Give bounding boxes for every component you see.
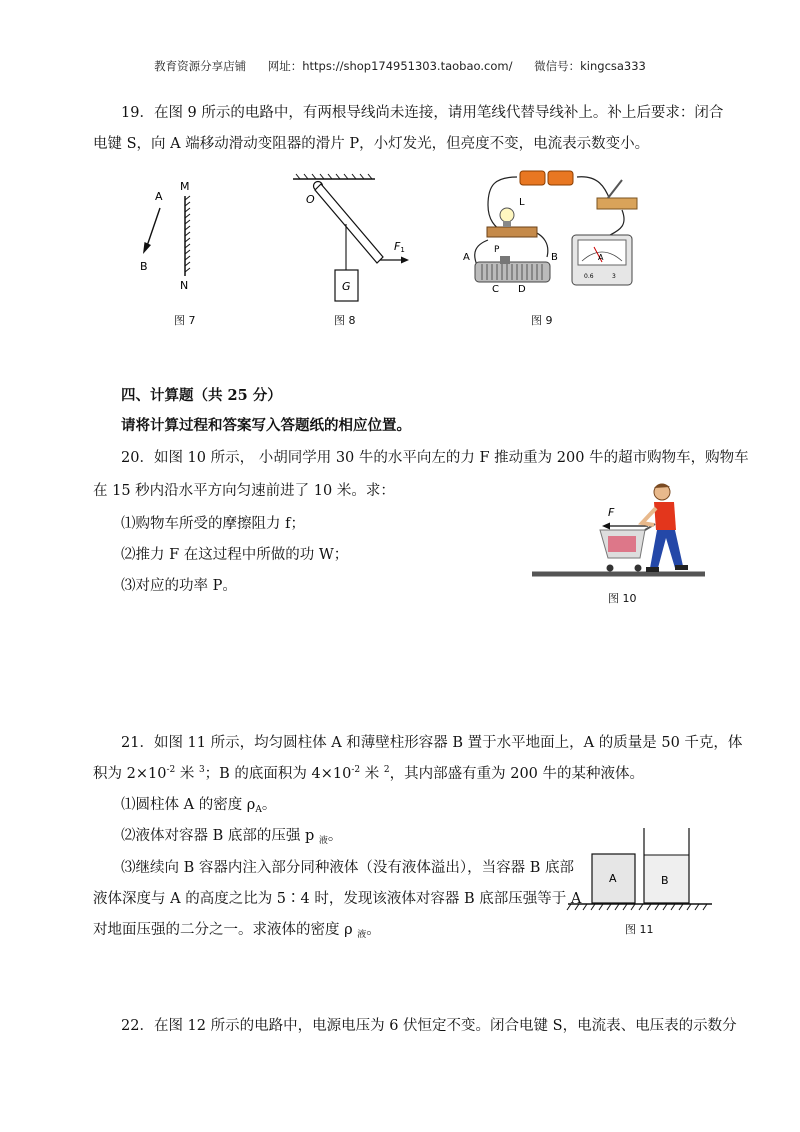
fig10-label-f: F (608, 506, 615, 519)
fig7-label-a: A (155, 190, 163, 203)
q20-item2: ⑵推力 F 在这过程中所做的功 W； (121, 547, 349, 563)
figure-7 (125, 178, 215, 293)
q21-line1: 21．如图 11 所示，均匀圆柱体 A 和薄壁柱形容器 B 置于水平地面上，A 的质量是 50 千克，体 (121, 735, 743, 751)
fig8-force-arrowhead (401, 257, 409, 264)
fig9-battery-2 (548, 171, 573, 185)
q22-line1: 22．在图 12 所示的电路中，电源电压为 6 伏恒定不变。闭合电键 S，电流表、电压表的示数分 (121, 1018, 737, 1034)
fig8-lever (315, 184, 383, 263)
q20-item3: ⑶对应的功率 P。 (121, 578, 237, 594)
fig9-label-a: A (463, 252, 470, 263)
header-shop: 教育资源分享店铺 (154, 59, 247, 73)
fig9-switch-base (597, 198, 637, 209)
fig9-label-b: B (551, 252, 558, 263)
q20-item1: ⑴购物车所受的摩擦阻力 f； (121, 516, 305, 532)
section4-title: 四、计算题（共 25 分） (121, 387, 282, 404)
fig11-label-b: B (661, 874, 669, 887)
fig9-wire-3 (475, 240, 488, 265)
fig11-label-a: A (609, 872, 617, 885)
fig9-label-d: D (518, 284, 526, 295)
q21-item1: ⑴圆柱体 A 的密度 $\rho_A$。 (121, 797, 277, 815)
fig9-wire-5 (610, 210, 624, 235)
fig9-lamp-base (487, 227, 537, 237)
fig9-battery-1 (520, 171, 545, 185)
q21-item3-line3: 对地面压强的二分之一。求液体的密度 ρ $_液$。 (93, 922, 381, 940)
fig7-arrowhead (143, 242, 151, 254)
header-url: 网址：https://shop174951303.taobao.com/ (267, 59, 513, 73)
fig7-caption: 图 7 (174, 314, 196, 327)
fig8-label-o: O (306, 193, 315, 206)
fig9-wire-1 (488, 177, 517, 232)
q21-item2: ⑵液体对容器 B 底部的压强 p $_液$。 (121, 828, 343, 846)
fig9-label-c: C (492, 284, 499, 295)
fig9-ammeter-scale-label-2: 3 (612, 273, 616, 280)
fig10-cart-goods (608, 536, 636, 552)
fig10-cart-wheel-2 (635, 565, 642, 572)
figure-9 (460, 165, 645, 300)
fig10-person-shoe-2 (675, 565, 688, 570)
q20-line2: 在 15 秒内沿水平方向匀速前进了 10 米。求： (93, 483, 395, 499)
fig7-label-n: N (180, 279, 189, 292)
figure-11 (565, 826, 715, 916)
figure-10 (530, 478, 710, 583)
fig7-label-m: M (180, 180, 190, 193)
fig8-caption: 图 8 (334, 314, 356, 327)
fig10-caption: 图 10 (608, 592, 637, 605)
page-header (0, 58, 800, 74)
q21-item3-line2: 液体深度与 A 的高度之比为 5∶4 时，发现该液体对容器 B 底部压强等于 A (93, 891, 582, 907)
q19-line1: 19．在图 9 所示的电路中，有两根导线尚未连接，请用笔线代替导线补上。补上后要求：闭合 (121, 105, 724, 121)
fig10-cart-wheel-1 (607, 565, 614, 572)
fig9-ammeter-label: A (598, 253, 604, 262)
fig9-label-p: P (494, 245, 500, 255)
q21-item3-line1: ⑶继续向 B 容器内注入部分同种液体（没有液体溢出），当容器 B 底部 (121, 860, 574, 876)
fig7-arrow (147, 208, 160, 246)
q21-line2: 积为 $2\times 10^{-2}$ 米 $^3$；B 的底面积为 $4\times 10^{-2}$ 米 $^2$，其内部盛有重为 200 牛的某种液体。 (93, 765, 645, 782)
fig10-person-legs (650, 530, 683, 568)
fig9-rheostat-slider (500, 256, 510, 264)
figure-8 (290, 172, 420, 307)
fig10-person-arm (642, 508, 656, 525)
q19-line2: 电键 S，向 A 端移动滑动变阻器的滑片 P，小灯发光，但亮度不变，电流表示数变小。 (93, 136, 650, 152)
header-wechat: 微信号：kingcsa333 (534, 59, 646, 73)
fig8-label-f: F1 (394, 240, 405, 254)
fig10-force-arrowhead (602, 523, 610, 530)
fig11-ground-hatch (567, 904, 707, 910)
fig9-switch-lever (608, 180, 622, 198)
fig9-caption: 图 9 (531, 314, 553, 327)
fig9-lamp-bulb (500, 208, 514, 222)
fig9-lamp-socket (503, 221, 511, 227)
fig10-person-shoe-1 (646, 567, 659, 572)
q20-line1: 20．如图 10 所示， 小胡同学用 30 牛的水平向左的力 F 推动重为 200 牛的超市购物车，购物车 (121, 450, 749, 466)
fig9-label-l: L (519, 197, 525, 208)
fig9-ammeter-scale-label: 0.6 (584, 273, 594, 280)
fig7-label-b: B (140, 260, 148, 273)
fig9-wire-2 (577, 177, 610, 200)
fig8-label-g: G (342, 280, 351, 293)
fig11-caption: 图 11 (625, 923, 654, 936)
fig10-person-shirt (654, 502, 676, 530)
section4-instruction: 请将计算过程和答案写入答题纸的相应位置。 (121, 417, 411, 434)
